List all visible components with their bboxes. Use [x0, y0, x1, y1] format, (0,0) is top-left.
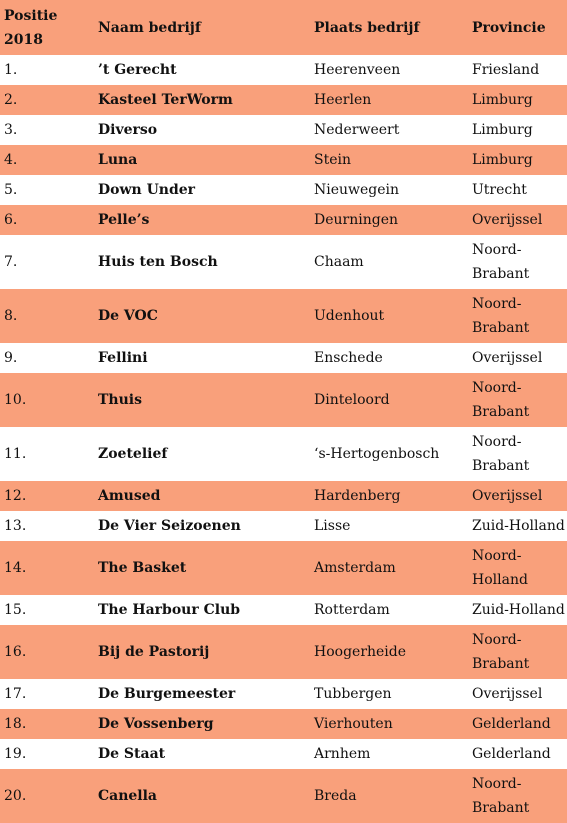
table-row — [0, 679, 567, 709]
cell-province: Noord-Brabant — [472, 380, 530, 420]
table-row — [0, 481, 567, 511]
cell-company-name: De Burgemeester — [98, 686, 236, 702]
cell-position: 6. — [4, 212, 18, 228]
cell-province: Noord-Brabant — [472, 776, 530, 816]
cell-city: Rotterdam — [314, 602, 390, 618]
cell-city: Heerlen — [314, 92, 372, 108]
table-row — [0, 175, 567, 205]
cell-province: Noord-Brabant — [472, 242, 530, 282]
cell-city: Arnhem — [314, 746, 371, 762]
cell-position: 2. — [4, 92, 18, 108]
table-row — [0, 739, 567, 769]
table-row — [0, 511, 567, 541]
cell-province: Overijssel — [472, 350, 543, 366]
cell-city: Nieuwegein — [314, 182, 400, 198]
cell-province: Zuid-Holland — [472, 518, 565, 534]
cell-province: Overijssel — [472, 488, 543, 504]
cell-company-name: The Basket — [98, 560, 187, 576]
cell-position: 16. — [4, 644, 27, 660]
cell-company-name: Thuis — [98, 392, 142, 408]
cell-city: Heerenveen — [314, 62, 401, 78]
cell-city: Stein — [314, 152, 351, 168]
cell-position: 13. — [4, 518, 27, 534]
header-province: Provincie — [472, 19, 546, 36]
cell-city: Chaam — [314, 254, 364, 270]
table-row — [0, 373, 567, 427]
cell-company-name: Zoetelief — [98, 446, 168, 462]
cell-city: Lisse — [314, 518, 351, 534]
cell-position: 19. — [4, 746, 27, 762]
table-header — [0, 0, 567, 55]
cell-city: ‘s-Hertogenbosch — [314, 446, 440, 462]
cell-position: 18. — [4, 716, 27, 732]
cell-city: Enschede — [314, 350, 383, 366]
table-row — [0, 769, 567, 823]
cell-company-name: Amused — [98, 488, 161, 504]
cell-company-name: De VOC — [98, 308, 158, 324]
cell-province: Zuid-Holland — [472, 602, 565, 618]
cell-company-name: Diverso — [98, 122, 158, 138]
cell-company-name: Canella — [98, 788, 158, 804]
cell-city: Hardenberg — [314, 488, 401, 504]
cell-company-name: Fellini — [98, 350, 148, 366]
cell-company-name: The Harbour Club — [98, 602, 241, 618]
cell-city: Tubbergen — [314, 686, 392, 702]
cell-company-name: Huis ten Bosch — [98, 254, 218, 270]
cell-province: Noord-Holland — [472, 548, 528, 588]
table-row — [0, 625, 567, 679]
cell-company-name: Bij de Pastorij — [98, 644, 210, 660]
table-row — [0, 709, 567, 739]
cell-company-name: De Vier Seizoenen — [98, 518, 241, 534]
cell-province: Noord-Brabant — [472, 296, 530, 336]
cell-position: 10. — [4, 392, 27, 408]
cell-company-name: ’t Gerecht — [98, 62, 177, 78]
cell-position: 15. — [4, 602, 27, 618]
table-body — [0, 55, 567, 823]
table-row — [0, 115, 567, 145]
cell-city: Hoogerheide — [314, 644, 407, 660]
cell-position: 7. — [4, 254, 18, 270]
cell-city: Dinteloord — [314, 392, 390, 408]
cell-position: 11. — [4, 446, 27, 462]
cell-province: Overijssel — [472, 212, 543, 228]
cell-company-name: De Vossenberg — [98, 716, 214, 732]
table-row — [0, 541, 567, 595]
cell-company-name: Down Under — [98, 182, 196, 198]
table-row — [0, 289, 567, 343]
cell-city: Deurningen — [314, 212, 398, 228]
cell-province: Noord-Brabant — [472, 632, 530, 672]
table-row — [0, 145, 567, 175]
table-row — [0, 85, 567, 115]
cell-position: 5. — [4, 182, 18, 198]
cell-company-name: De Staat — [98, 746, 166, 762]
cell-province: Limburg — [472, 122, 533, 138]
table-row — [0, 343, 567, 373]
cell-province: Overijssel — [472, 686, 543, 702]
cell-position: 12. — [4, 488, 27, 504]
table-row — [0, 595, 567, 625]
cell-city: Breda — [314, 788, 357, 804]
table-row — [0, 427, 567, 481]
cell-position: 1. — [4, 62, 18, 78]
header-company-name: Naam bedrijf — [98, 19, 201, 36]
cell-city: Nederweert — [314, 122, 400, 138]
cell-position: 14. — [4, 560, 27, 576]
cell-company-name: Kasteel TerWorm — [98, 92, 233, 108]
table-row — [0, 205, 567, 235]
cell-province: Gelderland — [472, 716, 551, 732]
cell-company-name: Pelle’s — [98, 212, 150, 228]
cell-position: 8. — [4, 308, 18, 324]
cell-position: 4. — [4, 152, 18, 168]
cell-position: 20. — [4, 788, 27, 804]
cell-city: Udenhout — [314, 308, 385, 324]
cell-company-name: Luna — [98, 152, 138, 168]
cell-city: Vierhouten — [314, 716, 393, 732]
cell-position: 3. — [4, 122, 18, 138]
cell-city: Amsterdam — [314, 560, 396, 576]
cell-province: Limburg — [472, 92, 533, 108]
table-row — [0, 235, 567, 289]
header-position: Positie 2018 — [4, 7, 58, 48]
table-row — [0, 55, 567, 85]
cell-province: Friesland — [472, 62, 540, 78]
cell-province: Gelderland — [472, 746, 551, 762]
header-company-city: Plaats bedrijf — [314, 19, 420, 36]
cell-province: Limburg — [472, 152, 533, 168]
cell-province: Utrecht — [472, 182, 527, 198]
cell-position: 17. — [4, 686, 27, 702]
cell-position: 9. — [4, 350, 18, 366]
cell-province: Noord-Brabant — [472, 434, 530, 474]
